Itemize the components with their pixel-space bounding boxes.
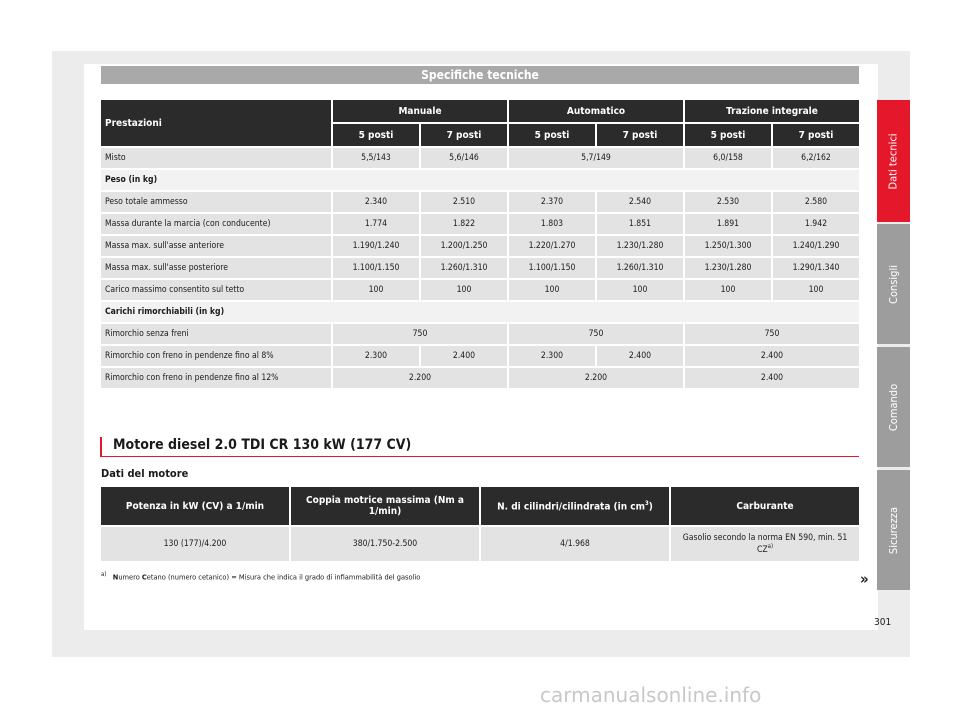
section-label: Peso (in kg)	[101, 170, 859, 190]
cell: 5,6/146	[421, 148, 507, 168]
cell: 2.510	[421, 192, 507, 212]
section-divider	[100, 456, 859, 457]
spec-table	[99, 98, 861, 390]
cell: 100	[421, 280, 507, 300]
sub-col: 7 posti	[773, 124, 859, 146]
col-manuale: Manuale	[333, 100, 507, 122]
cell: 2.300	[509, 346, 595, 366]
subsection-title: Dati del motore	[101, 467, 189, 480]
section-row	[101, 170, 859, 190]
cell: 2.200	[509, 368, 683, 388]
cell: 1.190/1.240	[333, 236, 419, 256]
col-carburante: Carburante	[671, 487, 859, 525]
cell: 2.340	[333, 192, 419, 212]
row-label: Massa max. sull'asse posteriore	[101, 258, 331, 278]
cell: 2.530	[685, 192, 771, 212]
cell: 1.942	[773, 214, 859, 234]
tab-dati-tecnici[interactable]: Dati tecnici	[877, 100, 910, 222]
table-row	[101, 346, 859, 366]
sub-col: 5 posti	[685, 124, 771, 146]
row-label: Rimorchio con freno in pendenze fino al 12%	[101, 368, 331, 388]
table-row	[101, 236, 859, 256]
section-accent-bar	[100, 437, 102, 456]
cell: 5,7/149	[509, 148, 683, 168]
sub-col: 5 posti	[509, 124, 595, 146]
cell: 380/1.750-2.500	[291, 527, 479, 561]
cell: 1.851	[597, 214, 683, 234]
row-label: Rimorchio senza freni	[101, 324, 331, 344]
cell: 100	[333, 280, 419, 300]
cell: 2.400	[685, 368, 859, 388]
continue-arrow-icon: »	[860, 570, 869, 588]
cell: 4/1.968	[481, 527, 669, 561]
cell: 2.300	[333, 346, 419, 366]
cell: 100	[685, 280, 771, 300]
cell: 1.260/1.310	[421, 258, 507, 278]
tab-comando[interactable]: Comando	[877, 347, 910, 467]
row-label: Massa durante la marcia (con conducente)	[101, 214, 331, 234]
cell: 1.100/1.150	[509, 258, 595, 278]
tab-consigli[interactable]: Consigli	[877, 224, 910, 344]
cell: 1.200/1.250	[421, 236, 507, 256]
table-row	[101, 280, 859, 300]
tab-sicurezza[interactable]: Sicurezza	[877, 470, 910, 590]
col-trazione: Trazione integrale	[685, 100, 859, 122]
sub-col: 7 posti	[597, 124, 683, 146]
cell: 1.250/1.300	[685, 236, 771, 256]
table-row	[101, 324, 859, 344]
cell: 100	[509, 280, 595, 300]
cell: 1.803	[509, 214, 595, 234]
cell: 6,0/158	[685, 148, 771, 168]
table-row	[101, 527, 859, 561]
cell: 6,2/162	[773, 148, 859, 168]
row-label: Massa max. sull'asse anteriore	[101, 236, 331, 256]
row-label: Peso totale ammesso	[101, 192, 331, 212]
table-row	[101, 148, 859, 168]
col-potenza: Potenza in kW (CV) a 1/min	[101, 487, 289, 525]
cell: 750	[509, 324, 683, 344]
cell: 5,5/143	[333, 148, 419, 168]
cell: 1.774	[333, 214, 419, 234]
cell: 1.891	[685, 214, 771, 234]
cell: 1.822	[421, 214, 507, 234]
cell: 1.290/1.340	[773, 258, 859, 278]
watermark: carmanualsonline.info	[540, 683, 762, 707]
row-label: Misto	[101, 148, 331, 168]
cell: 130 (177)/4.200	[101, 527, 289, 561]
cell: 750	[333, 324, 507, 344]
sub-col: 5 posti	[333, 124, 419, 146]
col-cilindri: N. di cilindri/cilindrata (in $cm^3$)	[481, 487, 669, 525]
table-row	[101, 214, 859, 234]
cell: 1.240/1.290	[773, 236, 859, 256]
cell: 1.220/1.270	[509, 236, 595, 256]
chapter-header: Specifiche tecniche	[101, 66, 859, 84]
footnote-marker: a)	[101, 571, 107, 578]
table-row	[101, 258, 859, 278]
table-row	[101, 192, 859, 212]
cell: Gasolio secondo la norma EN 590, min. 51 CZ$^{a)}$	[671, 527, 859, 561]
col-coppia: Coppia motrice massima (Nm a 1/min)	[291, 487, 479, 525]
footnote: $^{a)}$ Numero Cetano (numero cetanico) = Misura che indica il grado di infiammabilità del gasolio	[101, 571, 421, 582]
cell: 2.370	[509, 192, 595, 212]
table-row	[101, 368, 859, 388]
cell: 2.400	[597, 346, 683, 366]
sub-col: 7 posti	[421, 124, 507, 146]
section-label: Carichi rimorchiabili (in kg)	[101, 302, 859, 322]
cell: 2.200	[333, 368, 507, 388]
section-row	[101, 302, 859, 322]
section-title: Motore diesel 2.0 TDI CR 130 kW (177 CV)	[113, 437, 412, 453]
cell: 1.260/1.310	[597, 258, 683, 278]
col-prestazioni: Prestazioni	[101, 100, 331, 146]
cell: 750	[685, 324, 859, 344]
cell: 2.540	[597, 192, 683, 212]
cell: 2.400	[685, 346, 859, 366]
page-number: 301	[874, 617, 892, 628]
col-automatico: Automatico	[509, 100, 683, 122]
cell: 1.230/1.280	[685, 258, 771, 278]
cell: 2.580	[773, 192, 859, 212]
row-label: Carico massimo consentito sul tetto	[101, 280, 331, 300]
cell: 100	[597, 280, 683, 300]
cell: 2.400	[421, 346, 507, 366]
row-label: Rimorchio con freno in pendenze fino al 8%	[101, 346, 331, 366]
cell: 1.230/1.280	[597, 236, 683, 256]
cell: 100	[773, 280, 859, 300]
engine-table	[99, 485, 861, 563]
cell: 1.100/1.150	[333, 258, 419, 278]
